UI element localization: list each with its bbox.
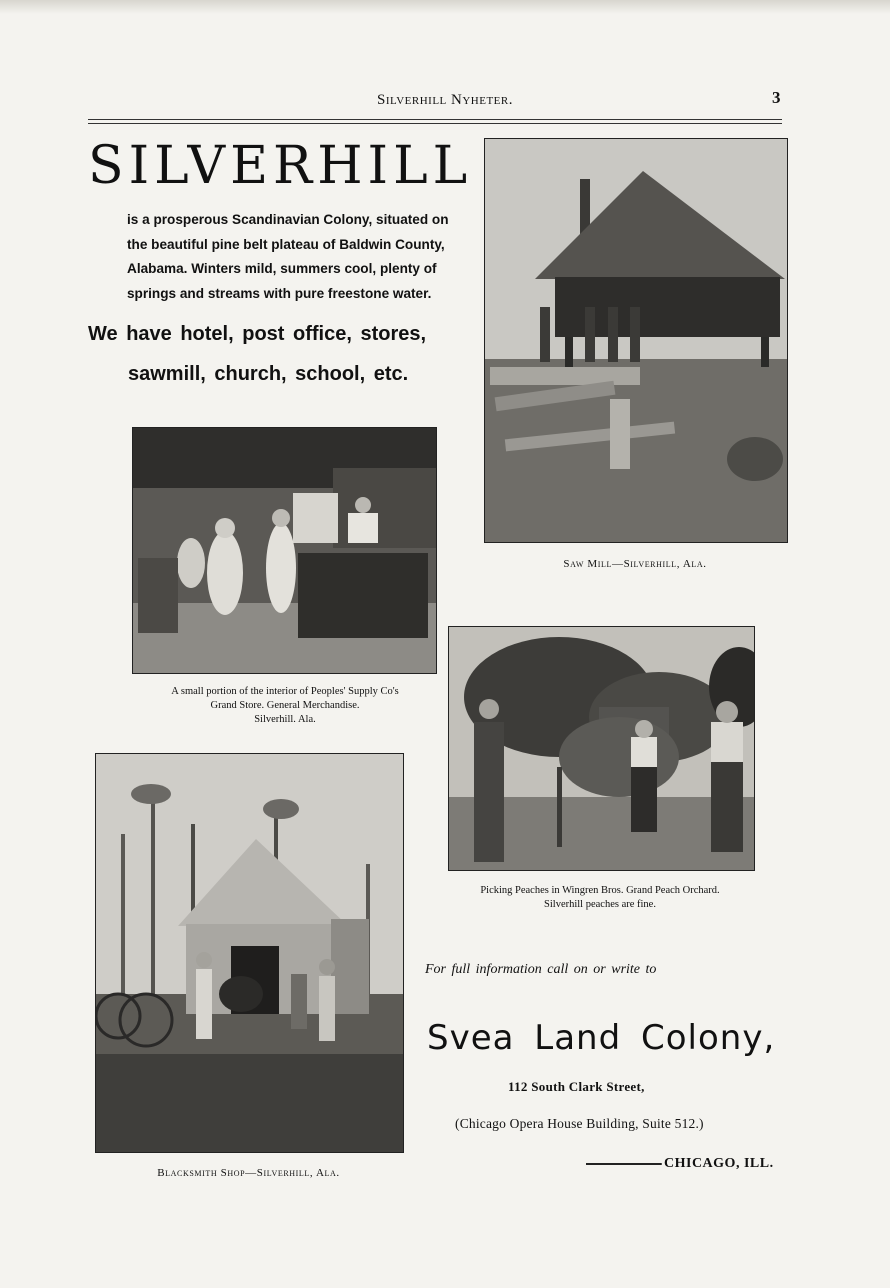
caption-line: Picking Peaches in Wingren Bros. Grand Peach Orchard. bbox=[480, 885, 720, 896]
intro-line: Alabama. Winters mild, summers cool, plenty of bbox=[127, 261, 437, 276]
company-name: Svea Land Colony, bbox=[427, 1018, 776, 1058]
blacksmith-caption: Blacksmith Shop—Silverhill, Ala. bbox=[157, 1167, 340, 1179]
amenities-line-2: sawmill, church, school, etc. bbox=[128, 363, 409, 385]
running-title: Silverhill Nyheter. bbox=[377, 92, 513, 108]
header-rule-top bbox=[88, 119, 782, 120]
page-title: SILVERHILL bbox=[88, 136, 473, 196]
caption-line: Grand Store. General Merchandise. bbox=[210, 700, 360, 711]
contact-intro: For full information call on or write to bbox=[425, 962, 657, 977]
page-number: 3 bbox=[772, 88, 781, 107]
sawmill-photo bbox=[484, 138, 788, 543]
intro-line: is a prosperous Scandinavian Colony, situated on bbox=[127, 212, 449, 227]
street-address: 112 South Clark Street, bbox=[508, 1079, 645, 1094]
store-interior-photo bbox=[132, 427, 437, 674]
intro-line: springs and streams with pure freestone water. bbox=[127, 285, 432, 301]
building-address: (Chicago Opera House Building, Suite 512.) bbox=[455, 1116, 704, 1131]
orchard-caption bbox=[440, 884, 760, 912]
intro-line: the beautiful pine belt plateau of Baldwin County, bbox=[127, 236, 445, 252]
blacksmith-shop-photo bbox=[95, 753, 404, 1153]
intro-paragraph bbox=[127, 208, 487, 306]
caption-line: Silverhill. Ala. bbox=[254, 714, 316, 725]
city-decorative-rule bbox=[586, 1163, 662, 1165]
caption-line: A small portion of the interior of Peoples' Supply Co's bbox=[171, 686, 399, 697]
caption-line: Silverhill peaches are fine. bbox=[544, 899, 656, 910]
header-rule-bottom bbox=[88, 123, 782, 124]
sawmill-caption: Saw Mill—Silverhill, Ala. bbox=[563, 558, 707, 570]
city-name: CHICAGO, ILL. bbox=[664, 1156, 774, 1171]
amenities-line-1: We have hotel, post office, stores, bbox=[88, 323, 427, 345]
peach-orchard-photo bbox=[448, 626, 755, 871]
torn-top-edge bbox=[0, 0, 890, 14]
store-caption bbox=[120, 685, 450, 727]
